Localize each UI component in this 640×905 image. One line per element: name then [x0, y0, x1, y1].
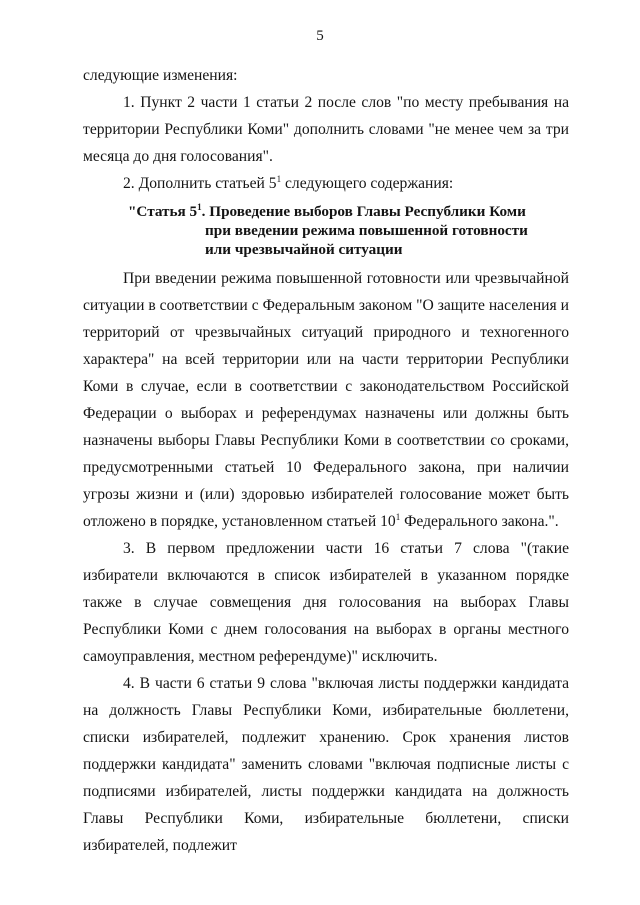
article-heading-line-3: или чрезвычайной ситуации — [205, 241, 403, 258]
item-2-text-end: следующего содержания: — [281, 175, 454, 192]
article-heading-title: . Проведение выборов Главы Республики Коми — [201, 203, 526, 220]
lead-text: следующие изменения: — [83, 67, 238, 84]
article-heading-line-2: при введении режима повышенной готовности — [205, 222, 528, 239]
item-2-text: 2. Дополнить статьей 5 — [123, 175, 277, 192]
article-paragraph-superscript: 1 — [395, 511, 401, 522]
article-heading — [83, 202, 569, 259]
article-heading-superscript: 1 — [197, 201, 202, 212]
article-heading-line-1 — [83, 202, 569, 221]
item-2-paragraph — [83, 170, 569, 197]
article-heading-prefix: "Статья 5 — [128, 203, 198, 220]
item-2-superscript: 1 — [276, 173, 282, 184]
page-number: 5 — [316, 28, 324, 44]
item-3-paragraph: 3. В первом предложении части 16 статьи 7 слова "(такие избиратели включаются в список избирателей в указанном порядке также в случае совмещения дня голосования на выборах Главы Республики Коми с днем голосования на выборах в органы местного самоуправления, местном референдуме)" исключить. — [83, 540, 569, 665]
article-paragraph — [83, 265, 569, 535]
article-paragraph-text: При введении режима повышенной готовности или чрезвычайной ситуации в соответствии с Федеральным законом "О защите населения и территорий от чрезвычайных ситуаций природного и техногенного характера" на всей территории или на части территории Республики Коми в случае, если в соответствии с законодательством Российской Федерации о выборах и референдумах назначены или должны быть назначены выборы Главы Республики Коми в соответствии со сроками, предусмотренными статьей 10 Федерального закона, при наличии угрозы жизни и (или) здоровью избирателей голосование может быть отложено в порядке, установленном статьей 10 — [83, 270, 569, 530]
item-1-paragraph: 1. Пункт 2 части 1 статьи 2 после слов "по месту пребывания на территории Республики Коми" дополнить словами "не менее чем за три месяца до дня голосования". — [83, 94, 569, 165]
item-4-paragraph: 4. В части 6 статьи 9 слова "включая листы поддержки кандидата на должность Главы Республики Коми, избирательные бюллетени, списки избирателей, подлежит хранению. Срок хранения листов поддержки кандидата" заменить словами "включая подписные листы с подписями избирателей, листы поддержки кандидата на должность Главы Республики Коми, избирательные бюллетени, списки избирателей, подлежит — [83, 675, 569, 854]
article-paragraph-text-end: Федерального закона.". — [400, 513, 559, 530]
document-body — [83, 62, 569, 859]
